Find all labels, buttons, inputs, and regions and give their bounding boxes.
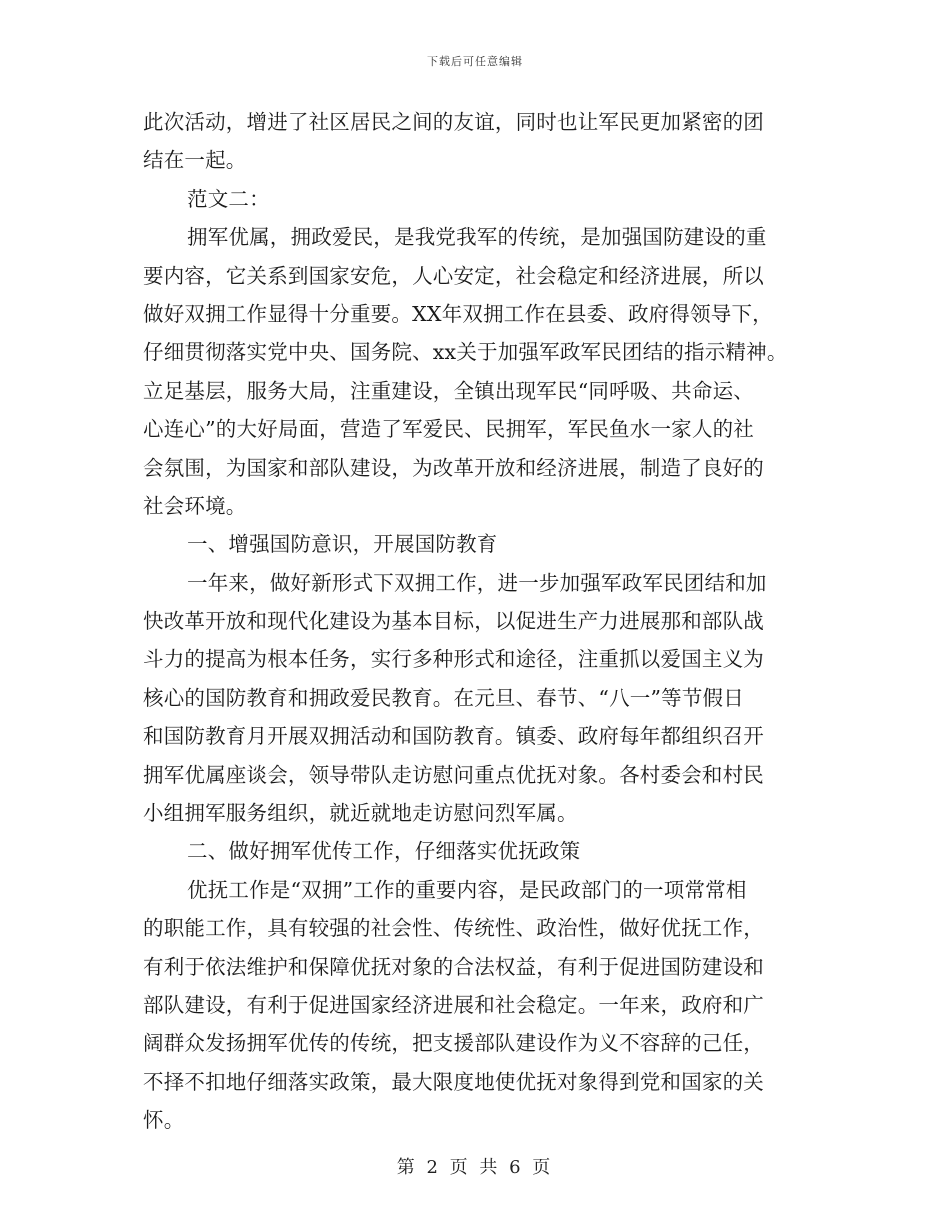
text-line: 仔细贯彻落实党中央、国务院、xx关于加强军政军民团结的指示精神。 [143,340,788,365]
text-line: 二、做好拥军优传工作，仔细落实优抚政策 [187,839,581,864]
text-line: 的职能工作，具有较强的社会性、传统性、政治性，做好优抚工作， [143,916,764,941]
text-line: 结在一起。 [143,148,247,173]
document-body [143,103,807,1140]
text-line: 和国防教育月开展双拥活动和国防教育。镇委、政府每年都组织召开 [143,724,764,749]
text-line: 范文二： [187,186,270,211]
text-line: 小组拥军服务组织，就近就地走访慰问烈军属。 [143,801,578,826]
text-line: 会氛围，为国家和部队建设，为改革开放和经济进展，制造了良好的 [143,455,764,480]
text-line: 社会环境。 [143,493,247,518]
text-line: 此次活动，增进了社区居民之间的友谊，同时也让军民更加紧密的团 [143,110,764,134]
text-line: 立足基层，服务大局，注重建设，全镇出现军民“同呼吸、共命运、 [143,378,754,403]
text-line: 快改革开放和现代化建设为基本目标，以促进生产力进展那和部队战 [143,609,764,634]
text-line: 做好双拥工作显得十分重要。XX年双拥工作在县委、政府得领导下， [143,301,773,326]
text-line: 不择不扣地仔细落实政策，最大限度地使优抚对象得到党和国家的关 [143,1069,764,1094]
text-line: 怀。 [143,1108,185,1133]
page-header: 下载后可任意编辑 [427,55,523,68]
text-line: 一年来，做好新形式下双拥工作，进一步加强军政军民团结和加 [187,570,767,595]
text-line: 部队建设，有利于促进国家经济进展和社会稳定。一年来，政府和广 [143,992,764,1017]
text-line: 拥军优属座谈会，领导带队走访慰问重点优抚对象。各村委会和村民 [143,762,764,787]
text-line: 核心的国防教育和拥政爱民教育。在元旦、春节、“八一”等节假日 [143,685,744,710]
page-number: 第 2 页 共 6 页 [396,1157,554,1178]
text-line: 有利于依法维护和保障优抚对象的合法权益，有利于促进国防建设和 [143,954,764,979]
text-line: 阔群众发扬拥军优传的传统，把支援部队建设作为义不容辞的己任， [143,1031,764,1056]
text-line: 斗力的提高为根本任务，实行多种形式和途径，注重抓以爱国主义为 [143,647,764,672]
text-line: 要内容，它关系到国家安危，人心安定，社会稳定和经济进展，所以 [143,263,764,288]
text-line: 优抚工作是“双拥”工作的重要内容，是民政部门的一项常常相 [187,877,747,902]
text-line: 一、增强国防意识，开展国防教育 [187,532,498,557]
text-line: 心连心”的大好局面，营造了军爱民、民拥军，军民鱼水一家人的社 [143,417,754,442]
text-line: 拥军优属，拥政爱民，是我党我军的传统，是加强国防建设的重 [187,225,767,250]
